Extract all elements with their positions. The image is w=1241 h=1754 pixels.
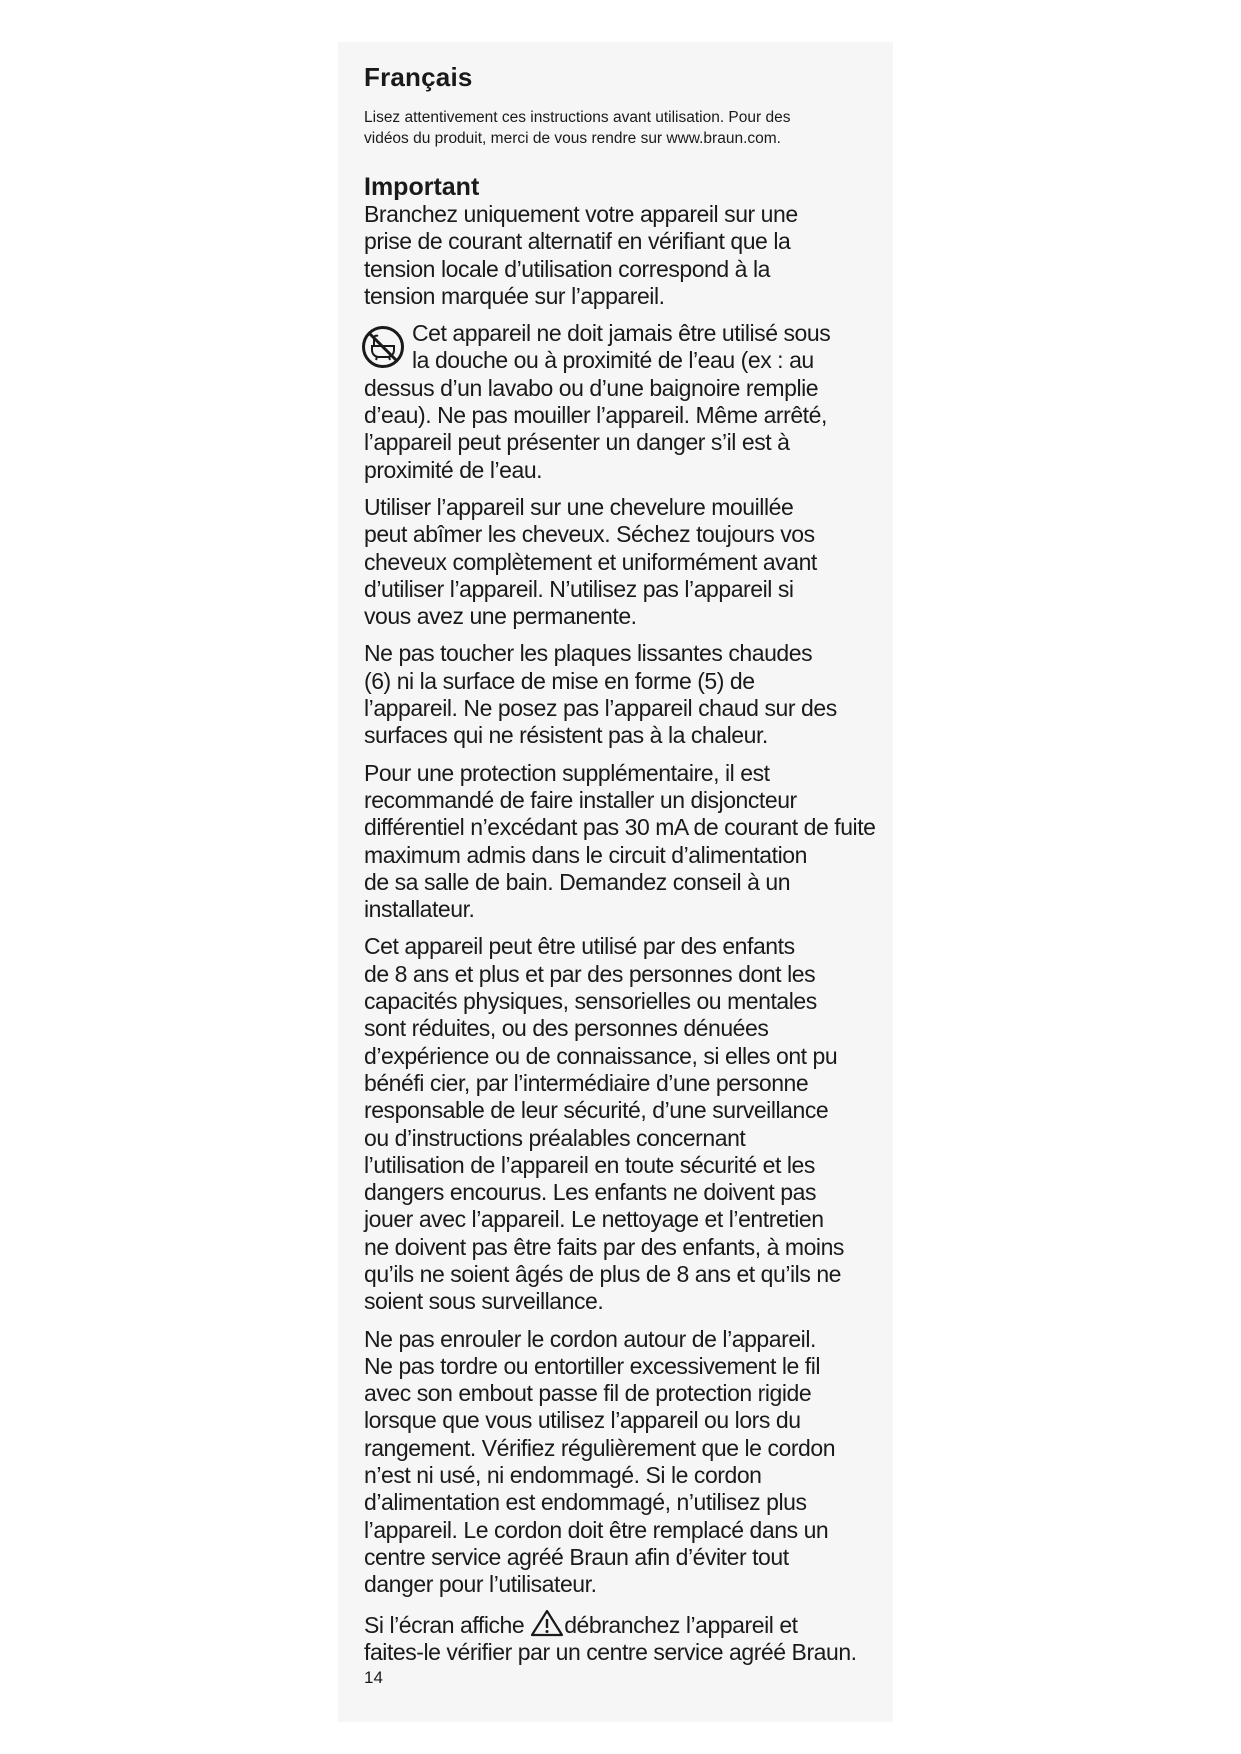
important-heading: Important <box>364 173 480 201</box>
warning-triangle-icon <box>530 1609 564 1637</box>
intro-text: Lisez attentivement ces instructions avant utilisation. Pour des vidéos du produit, merci de vous rendre sur www.braun.com. <box>364 109 791 147</box>
paragraph-hot-plates: Ne pas toucher les plaques lissantes chaudes (6) ni la surface de mise en forme (5) de l’appareil. Ne posez pas l’appareil chaud sur des surfaces qui ne résistent pas à la chaleur. <box>364 640 837 749</box>
paragraph-circuit-breaker: Pour une protection supplémentaire, il est recommandé de faire installer un disjoncteur différentiel n’excédant pas 30 mA de courant de fuite maximum admis dans le circuit d’alimentation de sa salle de bain. Demandez conseil à un installateur. <box>364 759 876 923</box>
paragraph-children-safety: Cet appareil peut être utilisé par des enfants de 8 ans et plus et par des personnes dont les capacités physiques, sensorielles ou mentales sont réduites, ou des personnes dénuées d’expérience ou de connaissance, si elles ont pu bénéfi cier, par l’intermédiaire d’une personne responsable de leur sécurité, d’une surveillance ou d’instructions préalables concernant l’utilisation de l’appareil en toute sécurité et les dangers encourus. Les enfants ne doivent pas jouer avec l’appareil. Le nettoyage et l’entretien ne doivent pas être faits par des enfants, à moins qu’ils ne soient âgés de plus de 8 ans et qu’ils ne soient sous surveillance. <box>364 933 844 1315</box>
page-number: 14 <box>364 1668 383 1688</box>
paragraph-cord-care: Ne pas enrouler le cordon autour de l’appareil. Ne pas tordre ou entortiller excessivement le fil avec son embout passe fil de protection rigide lorsque que vous utilisez l’appareil ou lors du rangement. Vérifiez régulièrement que le cordon n’est ni usé, ni endommagé. Si le cordon d’alimentation est endommagé, n’utilisez plus l’appareil. Le cordon doit être remplacé dans un centre service agréé Braun afin d’éviter tout danger pour l’utilisateur. <box>364 1325 836 1598</box>
paragraph-water-warning: Cet appareil ne doit jamais être utilisé sous la douche ou à proximité de l’eau (ex : au dessus d’un lavabo ou d’une baignoire remplie d’eau). Ne pas mouiller l’appareil. Même arrêté, l’appareil peut présenter un danger s’il est à proximité de l’eau. <box>364 320 831 483</box>
document-column <box>364 62 894 1688</box>
paragraph-water-warning-block <box>364 320 894 484</box>
display-warning-text-end: débranchez l’appareil et faites-le vérifier par un centre service agréé Braun. <box>364 1611 857 1665</box>
display-warning-text-start: Si l’écran affiche <box>364 1611 531 1638</box>
paragraph-wet-hair: Utiliser l’appareil sur une chevelure mouillée peut abîmer les cheveux. Séchez toujours vos cheveux complètement et uniformément avant d’utiliser l’appareil. N’utilisez pas l’appareil si vous avez une permanente. <box>364 493 817 630</box>
language-title: Français <box>364 62 473 92</box>
no-bathtub-icon <box>360 324 406 370</box>
paragraph-power-supply: Branchez uniquement votre appareil sur une prise de courant alternatif en vérifiant que la tension locale d’utilisation correspond à la tension marquée sur l’appareil. <box>364 201 798 309</box>
paragraph-display-warning <box>364 1609 894 1667</box>
